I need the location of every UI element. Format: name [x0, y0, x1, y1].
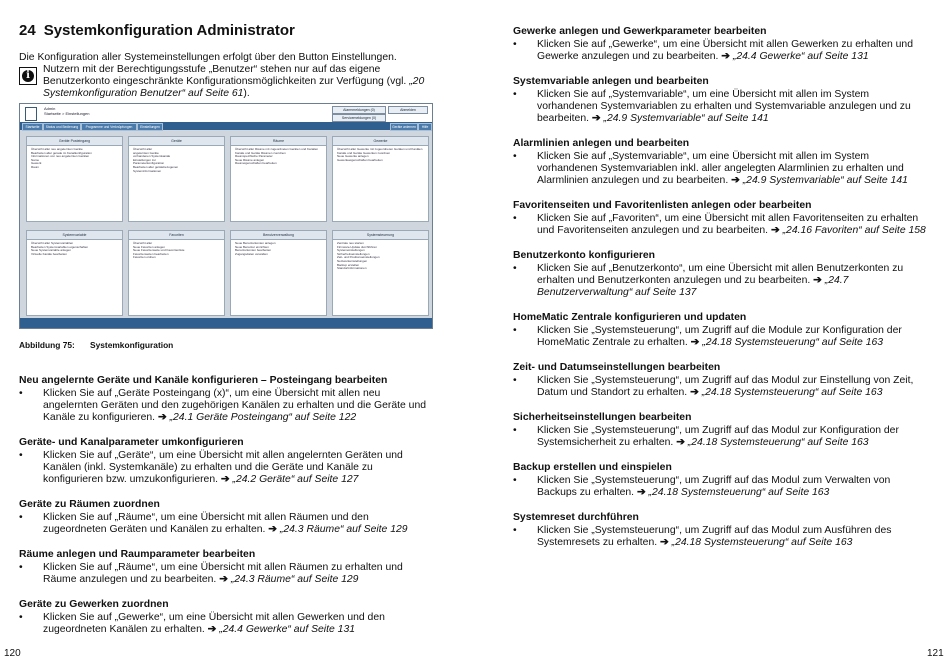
bullet-text: Klicken Sie auf „Geräte Posteingang (x)“, um eine Übersicht mit allen neu angelernten Geräten und den zugehörigen Kanälen zu erhalten und die Geräte und Kanäle zu konfigurieren. ➔ „24.1 Geräte Posteingang“ auf Seite 122: [43, 388, 427, 424]
tile-line: Übersicht aller Räume mit zugeordneten Geräten und Kanälen: [235, 147, 319, 151]
tile-line: vorhandenen Systemkanäle: [133, 154, 171, 159]
tile-line: Gewerkeeigenschaften bearbeiten: [337, 157, 383, 162]
bullet-icon: •: [513, 263, 517, 274]
tile-line: Zugangsdaten verwalten: [235, 251, 268, 256]
screenshot-tile: [230, 136, 327, 222]
screenshot-tile: [332, 230, 429, 316]
arrow-right-icon: ➔: [676, 437, 685, 449]
arrow-right-icon: ➔: [220, 474, 230, 486]
tile-title: Geräte: [129, 137, 224, 146]
cross-reference: „24.18 Systemsteuerung“ auf Seite 163: [702, 337, 884, 349]
bullet-icon: •: [513, 325, 517, 336]
tile-line: Backup erstellen: [337, 262, 360, 267]
arrow-right-icon: ➔: [690, 337, 700, 349]
chapter-title: [19, 22, 295, 39]
section-heading: Systemreset durchführen: [513, 512, 639, 523]
cross-reference: „24.4 Gewerke“ auf Seite 131: [219, 624, 355, 636]
section-heading: Zeit- und Datumseinstellungen bearbeiten: [513, 362, 721, 373]
tile-line: Parameterkonfiguration: [133, 161, 165, 166]
tile-line: Übersicht aller Gewerke mit zugeordneten Geräten und Kanälen: [337, 147, 423, 151]
tile-line: Neue Systemvariable anlegen: [31, 248, 72, 253]
arrow-right-icon: ➔: [731, 175, 740, 187]
section-heading: Favoritenseiten und Favoritenlisten anlegen oder bearbeiten: [513, 200, 812, 211]
bullet-icon: •: [19, 512, 23, 523]
tile-line: Neue Favoritenseite und Favoritenliste: [133, 248, 185, 253]
tile-body: [333, 240, 428, 273]
bullet-text: Klicken Sie auf „Räume“, um eine Übersicht mit allen Räumen und den zugeordneten Geräten und Kanälen zu erhalten. ➔ „24.3 Räume“ auf Seite 129: [43, 512, 408, 536]
tile-line: Favoritenseiten bearbeiten: [133, 251, 169, 256]
arrow-right-icon: ➔: [660, 537, 669, 549]
tile-line: Name: [31, 157, 40, 162]
bullet-icon: •: [513, 375, 517, 386]
tile-line: Zentrale neu starten: [337, 241, 364, 245]
cross-reference: „24.16 Favoriten“ auf Seite 158: [782, 225, 926, 237]
info-note: Nutzern mit der Berechtigungsstufe „Benutzer“ stehen nur auf das eigene Benutzerkonto eingeschränkte Konfigurationsmöglichkeiten zur Verfügung (vgl. „20 Systemkonfiguration Benutzer“ auf Seite 61).: [43, 64, 425, 100]
tile-line: Kanäle und Geräte Gewerken zuordnen: [337, 150, 391, 155]
tile-body: [231, 146, 326, 168]
section-heading: Neu angelernte Geräte und Kanäle konfigurieren – Posteingang bearbeiten: [19, 375, 388, 386]
tile-title: Systemsteuerung: [333, 231, 428, 240]
tile-title: Gewerke: [333, 137, 428, 146]
tile-title: Systemvariable: [27, 231, 122, 240]
figure-caption-label: Abbildung 75:: [19, 340, 75, 350]
cross-reference: „24.2 Geräte“ auf Seite 127: [232, 474, 359, 486]
arrow-right-icon: ➔: [219, 574, 228, 586]
tile-body: [27, 240, 122, 258]
bullet-text: Klicken Sie „Systemsteuerung“, um Zugriff auf das Modul zum Ausführen des Systemresets zu erhalten. ➔ „24.18 Systemsteuerung“ auf Seite 163: [537, 525, 892, 549]
chapter-number: 24: [19, 22, 36, 39]
tile-line: Sicherheitseinstellungen: [337, 251, 370, 256]
bullet-text: Klicken Sie auf „Gewerke“, um eine Übersicht mit allen Gewerken zu erhalten und Gewerke anzulegen und zu bearbeiten. ➔ „24.4 Gewerke“ auf Seite 131: [537, 39, 913, 63]
chapter-title-text: Systemkonfiguration Administrator: [43, 22, 295, 39]
nav-startseite: Startseite: [22, 123, 43, 131]
bullet-icon: •: [513, 525, 517, 536]
tile-line: Neue Benutzer einrichten: [235, 244, 269, 249]
figure-caption-text: Systemkonfiguration: [90, 340, 174, 350]
screenshot-navbar: [20, 122, 432, 130]
tile-line: Standortinformationen: [337, 266, 367, 271]
bullet-icon: •: [19, 450, 23, 461]
tile-body: [333, 146, 428, 164]
screenshot-statusbar: [20, 318, 432, 328]
section-heading: Räume anlegen und Raumparameter bearbeiten: [19, 549, 256, 560]
section-heading: Gewerke anlegen und Gewerkparameter bearbeiten: [513, 26, 767, 37]
tile-line: Übersicht aller neu angelernten Geräte: [31, 147, 83, 151]
tile-line: Informationen von neu angelernten Geräten: [31, 154, 90, 159]
tile-body: [129, 146, 224, 175]
system-configuration-screenshot: [19, 103, 433, 329]
tile-line: Systeminformationen: [133, 168, 162, 173]
cross-reference: „24.3 Räume“ auf Seite 129: [279, 524, 408, 536]
bullet-text: Klicken Sie auf „Gewerke“, um eine Übersicht mit allen Gewerken und den zugeordneten Kanälen zu erhalten. ➔ „24.4 Gewerke“ auf Seite 131: [43, 612, 385, 636]
tile-line: Netzwerkeinstellungen: [337, 258, 368, 263]
cross-reference: „24.4 Gewerke“ auf Seite 131: [732, 51, 869, 63]
nav-status: Status und Bedienung: [43, 123, 81, 131]
tile-line: Neue Benutzerkonten anlegen: [235, 241, 276, 245]
section-heading: Backup erstellen und einspielen: [513, 462, 672, 473]
cross-reference: „24.18 Systemsteuerung“ auf Seite 163: [671, 537, 853, 549]
arrow-right-icon: ➔: [207, 624, 217, 636]
cross-reference: „24.7 Benutzerverwaltung“ auf Seite 137: [537, 275, 849, 299]
nav-programme: Programme und Verknüpfungen: [81, 123, 137, 131]
info-icon: i: [19, 67, 37, 85]
section-heading: Benutzerkonto konfigurieren: [513, 250, 656, 261]
tile-line: Einstellungen zur: [133, 157, 157, 162]
tile-line: Favoriten ordnen: [133, 255, 156, 260]
section-heading: HomeMatic Zentrale konfigurieren und updaten: [513, 312, 747, 323]
tile-line: Gewerk: [31, 161, 42, 166]
alarm-messages-button: Alarmmeldungen (0): [332, 106, 386, 114]
screenshot-tile: [128, 136, 225, 222]
tile-line: Kanäle und Geräte Räumen zuordnen: [235, 150, 286, 155]
tile-line: Neue Räume anlegen: [235, 157, 265, 162]
tile-line: Raum: [31, 164, 40, 169]
section-heading: Sicherheitseinstellungen bearbeiten: [513, 412, 692, 423]
bullet-text: Klicken Sie auf „Benutzerkonto“, um eine Übersicht mit allen Benutzerkonten zu erhalten und Benutzerkonten anzulegen und zu bearbeiten. ➔ „24.7 Benutzerverwaltung“ auf Seite 137: [537, 263, 904, 299]
tile-line: Bearbeiten Systemvariablen eigenschaften: [31, 244, 89, 249]
bullet-text: Klicken Sie „Systemsteuerung“, um Zugriff auf die Module zur Konfiguration der HomeMatic Zentrale zu erhalten. ➔ „24.18 Systemsteuerung“ auf Seite 163: [537, 325, 902, 349]
tile-line: angelernten Geräte: [133, 150, 159, 155]
cross-reference: „24.3 Räume“ auf Seite 129: [230, 574, 359, 586]
cross-reference: „24.18 Systemsteuerung“ auf Seite 163: [701, 387, 883, 399]
tile-line: Bearbeiten aller gerade im Kanalkonfiguration: [31, 150, 92, 155]
screenshot-tile: [230, 230, 327, 316]
nav-einstellungen: Einstellungen: [137, 123, 163, 131]
screenshot-tile: [128, 230, 225, 316]
screenshot-app-title: Admin Startseite > Einstellungen: [44, 106, 90, 116]
arrow-right-icon: ➔: [721, 51, 730, 63]
section-heading: Geräte- und Kanalparameter umkonfigurieren: [19, 437, 244, 448]
tile-line: Übersicht aller: [133, 147, 153, 151]
tile-line: Virtuelle Kanäle bearbeiten: [31, 251, 67, 256]
tile-body: [231, 240, 326, 258]
tile-line: Neue Gewerke anlegen: [337, 154, 369, 159]
section-heading: Alarmlinien anlegen und bearbeiten: [513, 138, 690, 149]
nav-geraete-anlernen: Geräte anlernen: [390, 123, 418, 131]
page-number-left: 120: [4, 648, 21, 659]
intro-paragraph: Die Konfiguration aller Systemeinstellungen erfolgt über den Button Einstellungen.: [19, 52, 397, 63]
bullet-text: Klicken Sie auf „Räume“, um eine Übersicht mit allen Räumen zu erhalten und Räume anzulegen und zu bearbeiten. ➔ „24.3 Räume“ auf Seite 129: [43, 562, 403, 586]
bullet-text: Klicken Sie auf „Systemvariable“, um eine Übersicht mit allen im System vorhandenen Systemvariablen zu erhalten und Systemvariable anzulegen und zu bearbeiten. ➔ „24.9 Systemvariable“ auf Seite 141: [537, 89, 911, 125]
arrow-right-icon: ➔: [268, 524, 278, 536]
tile-line: Firmware-Update durchführen: [337, 244, 378, 249]
bullet-icon: •: [513, 213, 517, 224]
arrow-right-icon: ➔: [813, 275, 822, 287]
screenshot-tile: [26, 136, 123, 222]
bullet-text: Klicken Sie auf „Favoriten“, um eine Übersicht mit allen Favoritenseiten zu erhalten und Favoritenseiten anzulegen und zu bearbeiten. ➔ „24.16 Favoriten“ auf Seite 158: [537, 213, 926, 237]
tile-line: Benutzerkonten bearbeiten: [235, 248, 272, 253]
bullet-text: Klicken Sie auf „Geräte“, um eine Übersicht mit allen angelernten Geräten und Kanälen (inkl. Systemkanäle) zu erhalten und die Geräte und Kanäle zu konfigurieren bzw. umzukonfigurieren. ➔ „24.2 Geräte“ auf Seite 127: [43, 450, 403, 486]
cross-reference: „24.9 Systemvariable“ auf Seite 141: [742, 175, 908, 187]
bullet-icon: •: [513, 39, 517, 50]
bullet-icon: •: [19, 388, 23, 399]
logout-button: Abmelden: [388, 106, 428, 114]
cross-reference: „24.18 Systemsteuerung“ auf Seite 163: [687, 437, 869, 449]
cross-reference: „24.18 Systemsteuerung“ auf Seite 163: [648, 487, 830, 499]
screenshot-header: [20, 104, 432, 123]
bullet-icon: •: [513, 151, 517, 162]
bullet-icon: •: [19, 562, 23, 573]
tile-title: Räume: [231, 137, 326, 146]
page-number-right: 121: [927, 648, 944, 659]
bullet-text: Klicken Sie auf „Systemvariable“, um eine Übersicht mit allen im System vorhandenen Systemvariablen inkl. aller angelegten Alarmlinien zu erhalten und Alarmlinien anzulegen und zu bearbeiten. ➔ „24.9 Systemvariable“ auf Seite 141: [537, 151, 908, 187]
tile-line: Übersicht aller: [133, 241, 153, 245]
cross-reference: „24.1 Geräte Posteingang“ auf Seite 122: [169, 412, 357, 424]
tile-body: [129, 240, 224, 262]
arrow-right-icon: ➔: [636, 487, 646, 499]
tile-title: Benutzerverwaltung: [231, 231, 326, 240]
tile-line: Bearbeiten aller gerätebezogenen: [133, 164, 179, 169]
arrow-right-icon: ➔: [591, 113, 601, 125]
arrow-right-icon: ➔: [770, 225, 780, 237]
service-messages-button: Servicemeldungen (0): [332, 114, 386, 122]
bullet-icon: •: [513, 425, 517, 436]
section-heading: Systemvariable anlegen und bearbeiten: [513, 76, 709, 87]
tile-line: Übersicht aller Systemvariablen: [31, 241, 74, 245]
tile-line: Neue Favoriten anlegen: [133, 244, 166, 249]
bullet-icon: •: [513, 89, 517, 100]
bullet-text: Klicken Sie „Systemsteuerung“, um Zugriff auf das Modul zum Verwalten von Backups zu erhalten. ➔ „24.18 Systemsteuerung“ auf Seite 163: [537, 475, 891, 499]
tile-line: Zeit- und Positionseinstellungen: [337, 255, 380, 260]
bullet-text: Klicken Sie „Systemsteuerung“, um Zugriff auf das Modul zur Einstellung von Zeit, Datum und Standort zu erhalten. ➔ „24.18 Systemsteuerung“ auf Seite 163: [537, 375, 914, 399]
arrow-right-icon: ➔: [690, 387, 699, 399]
tile-title: Favoriten: [129, 231, 224, 240]
tile-line: Raumspezifische Parameter: [235, 154, 273, 159]
bullet-text: Klicken Sie „Systemsteuerung“, um Zugriff auf das Modul zur Konfiguration der Systemsicherheit zu erhalten. ➔ „24.18 Systemsteuerung“ auf Seite 163: [537, 425, 899, 449]
bullet-icon: •: [513, 475, 517, 486]
tile-line: Raumeigenschaften bearbeiten: [235, 161, 277, 166]
screenshot-tile: [26, 230, 123, 316]
tile-line: Systemeinstellungen: [337, 248, 365, 253]
tile-title: Geräte Posteingang: [27, 137, 122, 146]
nav-hilfe: Hilfe: [418, 123, 432, 131]
bullet-icon: •: [19, 612, 23, 623]
cross-reference: „24.9 Systemvariable“ auf Seite 141: [603, 113, 769, 125]
screenshot-tile: [332, 136, 429, 222]
section-heading: Geräte zu Gewerken zuordnen: [19, 599, 169, 610]
tile-body: [27, 146, 122, 172]
section-heading: Geräte zu Räumen zuordnen: [19, 499, 160, 510]
arrow-right-icon: ➔: [157, 412, 167, 424]
homematic-logo-icon: [25, 107, 37, 121]
